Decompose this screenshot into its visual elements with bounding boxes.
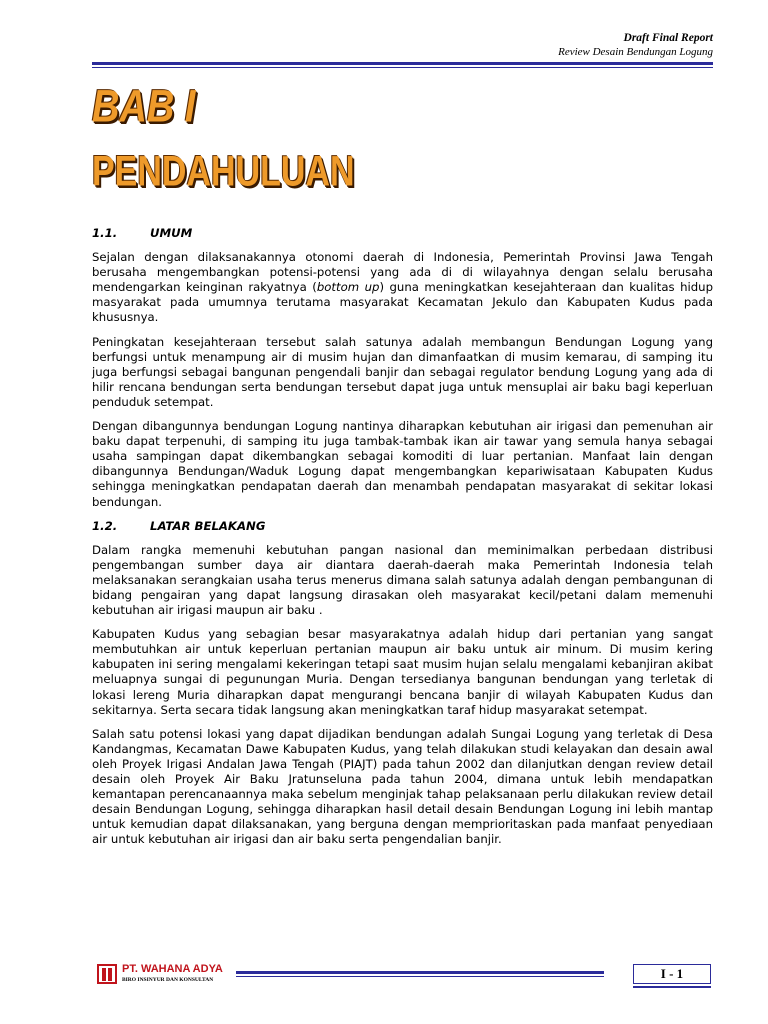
paragraph: Salah satu potensi lokasi yang dapat dijadikan bendungan adalah Sungai Logung yang terletak di Desa Kandangmas, Kecamatan Dawe Kabupaten Kudus, yang telah dilakukan studi kelayakan dan desain awal oleh Proyek Irigasi Andalan Jawa Tengah (PIAJT) pada tahun 2002 dan dilanjutkan dengan review detail desain oleh Proyek Air Baku Jratunseluna pada tahun 2004, dimana untuk lebih mendapatkan kemantapan perencanaannya maka sebelum menginjak tahap pelaksanaan perlu dilakukan review detail desain Bendungan Logung, sehingga diharapkan hasil detail desain Bendungan Logung ini lebih mantap untuk kemudian dapat dilaksanakan, yang berguna dengan memprioritaskan pada manfaat penyediaan air untuk kebutuhan air irigasi dan air baku serta pengendalian banjir. <box>92 726 713 847</box>
paragraph-italic-text: bottom up <box>316 280 380 295</box>
header-rule-thin <box>92 67 713 68</box>
paragraph: Dalam rangka memenuhi kebutuhan pangan nasional dan meminimalkan perbedaan distribusi pengembangan sumber daya air diantara daerah-daerah maka Pemerintah Indonesia telah melaksanakan serangkaian usaha terus menerus dimana salah satunya adalah dengan pembangunan di bidang pengairan yang dapat langsung dirasakan oleh masyarakat kecil/petani dalam memenuhi kebutuhan air irigasi maupun air baku . <box>92 542 713 618</box>
company-name: PT. WAHANA ADYA <box>122 963 223 975</box>
report-title: Draft Final Report <box>623 32 713 44</box>
chapter-label: BAB I <box>92 82 196 133</box>
paragraph-text: ) guna meningkatkan kesejahteraan dan kualitas hidup masyarakat pada umumnya terutama masyarakat Kecamatan Jekulo dan Kabupaten Kudus pada khususnya. <box>92 280 713 325</box>
paragraph: Peningkatan kesejahteraan tersebut salah satunya adalah membangun Bendungan Logung yang berfungsi untuk menampung air di musim hujan dan dimanfaatkan di musim kemarau, di samping itu juga berfungsi sebagai bangunan pengendali banjir dan sebagai regulator bendung Logung yang ada di hilir rencana bendungan serta bendungan tersebut dapat juga untuk mensuplai air baku bagi keperluan penduduk setempat. <box>92 334 713 409</box>
section-number: 1.1. <box>92 226 118 240</box>
company-subtitle: BIRO INSINYUR DAN KONSULTAN <box>122 977 214 983</box>
section-heading <box>92 519 713 534</box>
paragraph: Kabupaten Kudus yang sebagian besar masyarakatnya adalah hidup dari pertanian yang sangat membutuhkan air untuk keperluan pertanian maupun air baku untuk air minum. Di musim kering kabupaten ini sering mengalami kekeringan tetapi saat musim hujan selalu mengalami kebanjiran akibat meluapnya sungai di pegunungan Muria. Dengan tersedianya bangunan bendungan yang terletak di lokasi lereng Muria diharapkan dapat mengurangi bencana banjir di wilayah Kabupaten Kudus dan sekitarnya. Serta secara tidak langsung akan meningkatkan taraf hidup masyarakat setempat. <box>92 627 713 717</box>
logo-icon <box>97 964 117 984</box>
section-title: LATAR BELAKANG <box>150 518 266 533</box>
document-body <box>92 226 713 856</box>
page-number: I - 1 <box>633 964 711 984</box>
header-rule <box>92 62 713 65</box>
footer-rule <box>236 971 604 974</box>
section-number: 1.2. <box>92 518 118 533</box>
section-title: UMUM <box>150 226 193 240</box>
paragraph-text: Sejalan dengan dilaksanakannya otonomi daerah di Indonesia, Pemerintah Provinsi Jawa Tengah berusaha mengembangkan potensi-potensi yang ada di di wilayahnya dengan selalu berusaha mendengarkan keinginan rakyatnya ( <box>92 250 713 295</box>
paragraph: Dengan dibangunnya bendungan Logung nantinya diharapkan kebutuhan air irigasi dan pemenuhan air baku dapat terpenuhi, di samping itu juga tambak-tambak ikan air tawar yang semula hanya sebagai usaha sampingan dapat dikembangkan sebagai komoditi di luar pertanian. Manfaat lain dengan dibangunnya Bendungan/Waduk Logung dapat mengembangkan kepariwisataan Kabupaten Kudus sehingga meningkatkan pendapatan daerah dan menambah pendapatan masyarakat di sekitar lokasi bendungan. <box>92 419 713 509</box>
company-logo <box>97 962 227 992</box>
chapter-title: PENDAHULUAN <box>92 148 355 196</box>
paragraph <box>92 250 713 325</box>
report-subtitle: Review Desain Bendungan Logung <box>558 46 713 58</box>
footer-rule-thin <box>236 976 604 977</box>
section-heading <box>92 226 713 241</box>
